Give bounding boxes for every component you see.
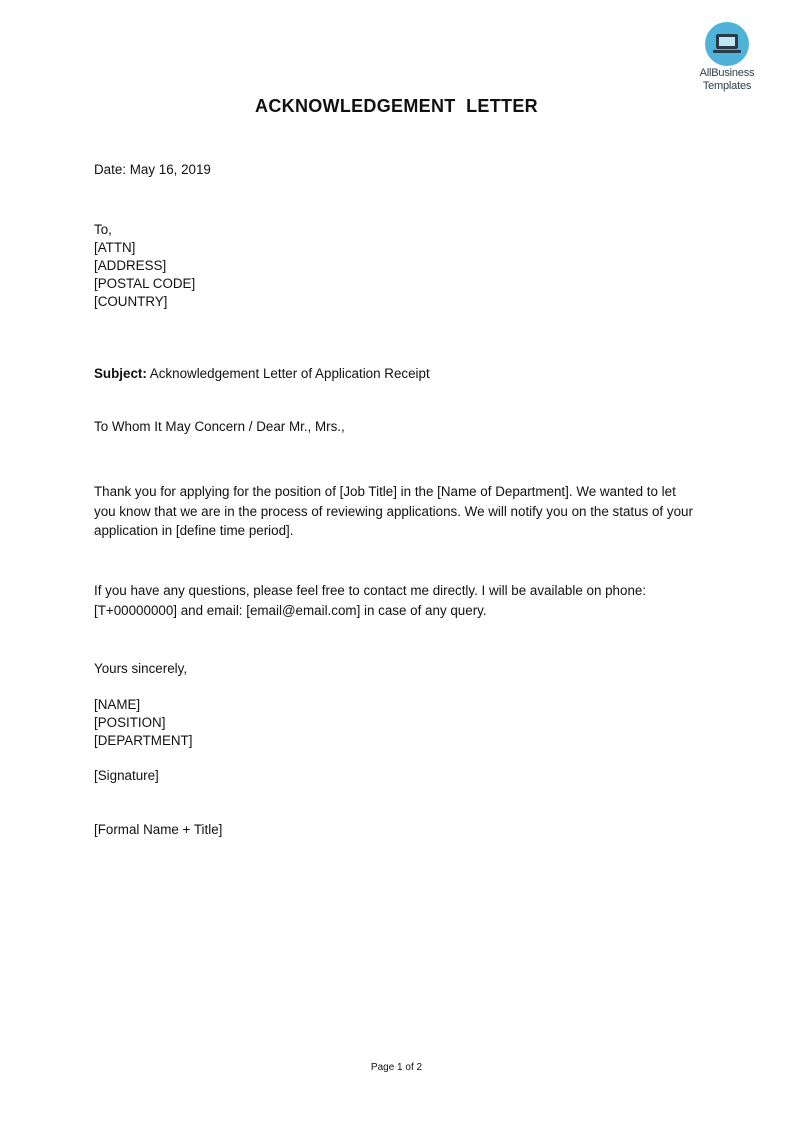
logo-text-line1: AllBusiness: [699, 67, 755, 79]
recipient-country: [COUNTRY]: [94, 294, 168, 309]
salutation: To Whom It May Concern / Dear Mr., Mrs.,: [94, 419, 345, 434]
sender-position: [POSITION]: [94, 715, 166, 730]
letter-title: ACKNOWLEDGEMENT LETTER: [255, 96, 538, 116]
logo-text-line2: Templates: [702, 80, 752, 92]
recipient-postal-code: [POSTAL CODE]: [94, 276, 196, 291]
recipient-address: [ADDRESS]: [94, 258, 167, 273]
signature-placeholder: [Signature]: [94, 768, 159, 783]
body-paragraph-2: If you have any questions, please feel free to contact me directly. I will be available on phone: [T+00000000] and email: [email@email.com] in case of any query.: [94, 583, 647, 618]
recipient-attn: [ATTN]: [94, 240, 136, 255]
body-paragraph-1: Thank you for applying for the position of [Job Title] in the [Name of Department]. We wanted to let you know that we are in the process of reviewing applications. We will notify you on the status of your application in [define time period].: [94, 484, 693, 538]
sender-department: [DEPARTMENT]: [94, 733, 193, 748]
formal-name: [Formal Name + Title]: [94, 822, 223, 837]
closing: Yours sincerely,: [94, 661, 188, 676]
subject-text: Acknowledgement Letter of Application Receipt: [146, 366, 430, 381]
laptop-icon: [705, 22, 749, 66]
subject-label: Subject:: [94, 366, 147, 381]
page-number: Page 1 of 2: [370, 1062, 423, 1073]
brand-logo: [690, 22, 764, 92]
sender-name: [NAME]: [94, 697, 141, 712]
letter-date: Date: May 16, 2019: [94, 162, 211, 177]
recipient-to: To,: [94, 222, 112, 237]
subject-line: [94, 365, 430, 384]
